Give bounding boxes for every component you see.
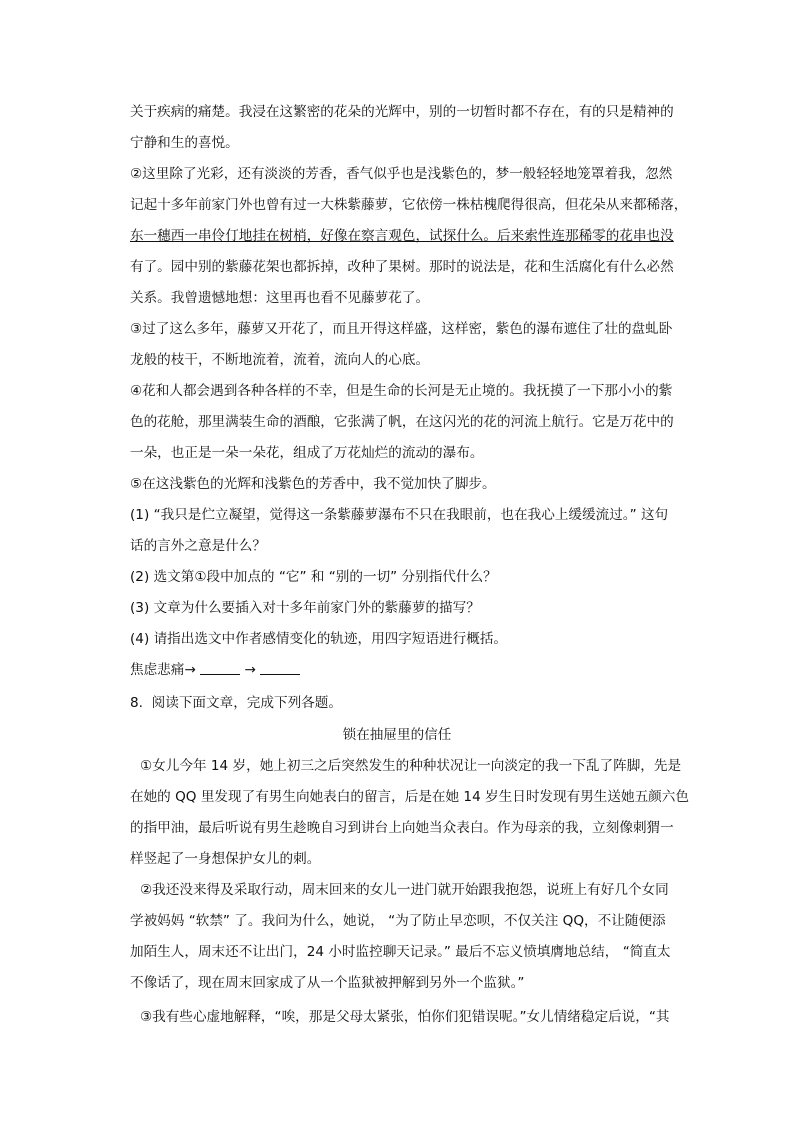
emotion-flow (130, 660, 700, 680)
text-line: ⑤在这浅紫色的光辉和浅紫色的芳香中，我不觉加快了脚步。 (130, 476, 496, 492)
text-line: 关于疾病的痛楚。我浸在这繁密的花朵的光辉中，别的一切暂时都不存在，有的只是精神的 (130, 104, 674, 120)
article-line: 样竖起了一身想保护女儿的刺。 (130, 851, 321, 867)
question-8-header (130, 693, 700, 713)
article-line: ③我有些心虚地解释，“唉，那是父母太紧张，怕你们犯错误呢。”女儿情绪稳定后说，“其 (140, 1009, 670, 1025)
text-line: ③过了这么多年，藤萝又开花了，而且开得这样盛，这样密，紫色的瀑布遮住了壮的盘虬卧 (130, 321, 673, 337)
emotion-flow-start: 焦虑悲痛 (130, 662, 185, 678)
article-line: 加陌生人，周末还不让出门，24 小时监控聊天记录。” 最后不忘义愤填膺地总结， “简直太 (130, 944, 671, 960)
text-line: 色的花舱，那里满装生命的酒酿，它张满了帆，在这闪光的花的河流上航行。它是万花中的 (130, 414, 674, 430)
article-line: ②我还没来得及采取行动，周末回来的女儿一进门就开始跟我抱怨，说班上有好几个女同 (140, 882, 669, 898)
article-line: 的指甲油，最后听说有男生趁晚自习到讲台上向她当众表白。作为母亲的我，立刻像刺猬一 (130, 820, 674, 836)
text-line: 宁静和生的喜悦。 (130, 135, 239, 151)
answer-blank-2[interactable] (260, 662, 300, 675)
answer-blank-1[interactable] (200, 662, 240, 675)
text-line: 一朵，也正是一朵一朵花，组成了万花灿烂的流动的瀑布。 (130, 445, 484, 461)
flow-arrow: → (184, 662, 196, 678)
article-line: 在她的 QQ 里发现了有男生向她表白的留言，后是在她 14 岁生日时发现有男生送她五颜六色 (130, 789, 689, 805)
text-line: 记起十多年前家门外也曾有过一大株紫藤萝，它依傍一株枯槐爬得很高，但花朵从来都稀落， (130, 197, 688, 213)
text-line: 关系。我曾遗憾地想：这里再也看不见藤萝花了。 (130, 290, 430, 306)
article-line: 不像话了，现在周末回家成了从一个监狱被押解到另外一个监狱。” (130, 975, 525, 991)
article-line: ①女儿今年 14 岁，她上初三之后突然发生的种种状况让一向淡定的我一下乱了阵脚，先是 (140, 758, 682, 774)
text-line: ④花和人都会遇到各种各样的不幸，但是生命的长河是无止境的。我抚摸了一下那小小的紫 (130, 383, 673, 399)
article-line: 学被妈妈 “软禁” 了。我问为什么，她说， “为了防止早恋呗，不仅关注 QQ，不让随便添 (130, 913, 666, 929)
text-line: ②这里除了光彩，还有淡淡的芳香，香气似乎也是浅紫色的，梦一般轻轻地笼罩着我，忽然 (130, 166, 673, 182)
question-2: (2) 选文第①段中加点的 “它” 和 “别的一切” 分别指代什么？ (130, 569, 497, 585)
text-line: 有了。园中别的紫藤花架也都拆掉，改种了果树。那时的说法是，花和生活腐化有什么必然 (130, 259, 674, 275)
text-line: 东一穗西一串伶仃地挂在树梢，好像在察言观色，试探什么。后来索性连那稀零的花串也没 (130, 228, 674, 244)
question-1-cont: 话的言外之意是什么？ (130, 538, 266, 554)
question-number: 8. (130, 695, 143, 711)
question-instruction: 阅读下面文章，完成下列各题。 (151, 695, 342, 711)
text-line: 龙般的枝干，不断地流着，流着，流向人的心底。 (130, 352, 430, 368)
question-4: (4) 请指出选文中作者感情变化的轨迹，用四字短语进行概括。 (130, 631, 508, 647)
flow-arrow: → (244, 662, 256, 678)
question-3: (3) 文章为什么要插入对十多年前家门外的紫藤萝的描写？ (130, 600, 480, 616)
question-1: (1) “我只是伫立凝望，觉得这一条紫藤萝瀑布不只在我眼前，也在我心上缓缓流过。” 这句 (130, 507, 669, 523)
article-title: 锁在抽屉里的信任 (342, 727, 452, 743)
